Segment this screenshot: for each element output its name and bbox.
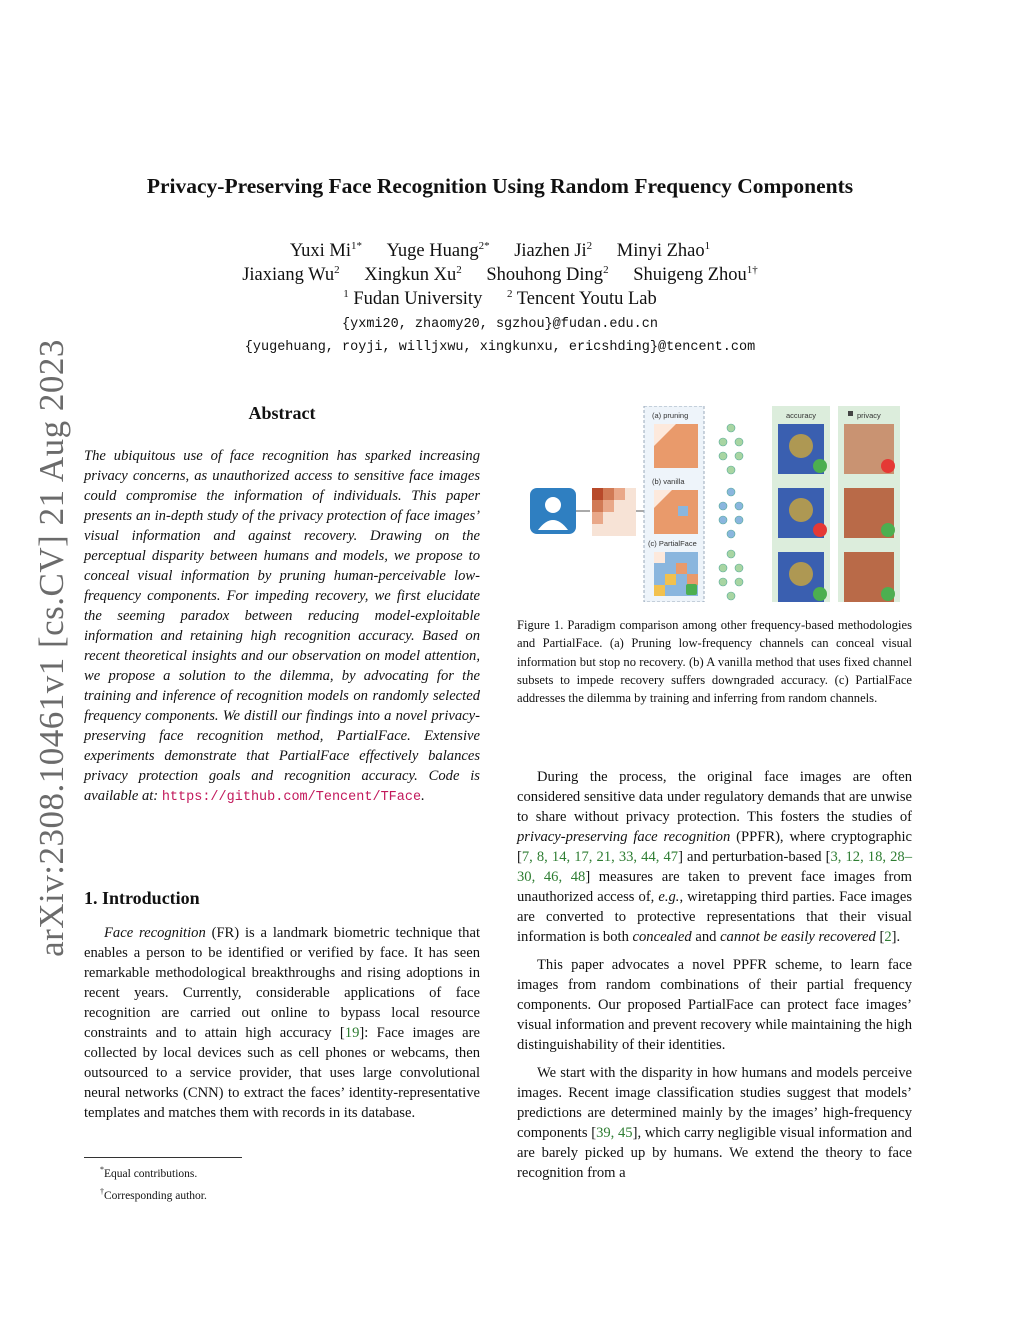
affiliation: $^2$ Tencent Youtu Lab <box>506 288 657 310</box>
label-vanilla: (b) vanilla <box>652 477 685 486</box>
footnote-corresponding: †Corresponding author. <box>100 1186 207 1202</box>
author: Jiaxiang Wu$^2$ <box>242 264 340 286</box>
email-line-2: {yugehuang, royji, willjxwu, xingkunxu, ericshding}@tencent.com <box>244 340 756 355</box>
pruning-matrix <box>654 424 698 468</box>
citation-link[interactable]: 7, 8, 14, 17, 21, 33, 44, 47 <box>521 849 679 865</box>
abstract-body: The ubiquitous use of face recognition has sparked increasing privacy concerns, as unauthorized access to sensitive face images could compromise the information of individuals. This paper presents an in-depth study of the privacy protection of face images’ visual information and against recovery. Drawing on the perceptual disparity between humans and models, we propose to conceal visual information by pruning human-perceivable low-frequency components. For impeding recovery, we first elucidate the seeming paradox between reducing model-exploitable information and retaining high recognition accuracy. Based on recent theoretical insights and our observation on model attention, we propose a solution to the dilemma, by advocating for the training and inference of recognition models on randomly selected frequency components. We distill our findings into a novel privacy-preserving face recognition method, PartialFace. Extensive experiments demonstrate that PartialFace effectively balances privacy protection goals and recognition accuracy. Code is available at: https://github.com/Tencent/TFace. <box>84 448 480 805</box>
cross-icon <box>813 523 827 537</box>
figure-1 <box>528 406 904 602</box>
lock-icon <box>848 411 853 416</box>
author: Jiazhen Ji$^2$ <box>514 240 593 262</box>
label-partialface: (c) PartialFace <box>648 539 697 548</box>
check-icon <box>881 523 895 537</box>
check-icon <box>813 459 827 473</box>
author: Xingkun Xu$^2$ <box>364 264 462 286</box>
partialface-matrix <box>654 552 698 596</box>
author: Minyi Zhao$^1$ <box>616 240 711 262</box>
intro-paragraph: Face recognition (FR) is a landmark biometric technique that enables a person to be identified or verified by face. It has seen remarkable methodological breakthroughs and rising adoptions in recent years. Currently, considerable applications of face recognition are carried out online to bypass local resource constraints and to attain high accuracy [19]: Face images are collected by local devices such as cell phones or webcams, then outsourced to a service provider, that uses large convolutional neural networks (CNN) to extract the faces’ identity-representative templates and matches them with records in its database. <box>84 925 481 1121</box>
dice-icon <box>686 584 697 595</box>
paragraph: During the process, the original face images are often considered sensitive data under regulatory demands that are unwise to share without privacy protection. This fosters the studies of privacy-preserving face recognition (PPFR), where cryptographic [7, 8, 14, 17, 21, 33, 44, 47] and perturbation-based [3, 12, 18, 28–30, 46, 48] measures are taken to prevent face images from unauthorized access of, e.g., wiretapping third parties. Face images are converted to protective representations that their visual information is both concealed and cannot be easily recovered [2]. <box>517 769 913 945</box>
user-icon <box>530 488 576 534</box>
paragraph: This paper advocates a novel PPFR scheme, to learn face images from random combinations of their partial frequency components. Our proposed PartialFace can protect face images’ visual information and prevent recovery while maintaining the high distinguishability of their identities. <box>517 957 912 1053</box>
cross-icon <box>881 459 895 473</box>
label-accuracy: accuracy <box>786 411 817 420</box>
check-icon <box>881 587 895 601</box>
figure-caption: Figure 1. Paradigm comparison among other frequency-based methodologies and PartialFace. (a) Pruning low-frequency channels can conceal visual information but stop no recovery. (b) A vanilla method that uses fixed channel subsets to impede recovery suffers downgraded accuracy. (c) PartialFace addresses the dilemma by training and inferring from random channels. <box>517 618 912 706</box>
author-line-2 <box>0 264 1000 286</box>
right-column-text <box>517 767 912 1183</box>
abstract-heading: Abstract <box>248 403 316 423</box>
vanilla-matrix <box>654 490 698 534</box>
author: Yuxi $Mi^{1*}$ <box>289 240 362 262</box>
author-line-1 <box>0 240 1000 262</box>
label-pruning: (a) pruning <box>652 411 689 420</box>
paragraph: We start with the disparity in how humans and models perceive images. Recent image classification studies suggest that models’ predictions are determined mainly by the images’ high-frequency components [39, 45], which carry negligible visual information and are barely picked up by humans. We extend the theory to face recognition from a <box>517 1065 912 1181</box>
code-link[interactable]: https://github.com/Tencent/TFace <box>161 790 422 805</box>
network-icons <box>719 424 743 600</box>
affiliations <box>0 288 1000 310</box>
label-privacy: privacy <box>857 411 881 420</box>
check-icon <box>813 587 827 601</box>
footnotes <box>100 1161 207 1205</box>
citation-link[interactable]: 39, 45 <box>596 1125 633 1141</box>
citation-link[interactable]: 2 <box>884 929 892 945</box>
citation-link[interactable]: 3, 12, 18, 28–30, 46, 48 <box>517 849 913 885</box>
footnote-divider <box>84 1157 242 1158</box>
intro-heading: 1. Introduction <box>84 888 200 908</box>
author: Shouhong Ding$^2$ <box>486 264 609 286</box>
frequency-channels-icon <box>592 488 636 536</box>
footnote-equal: *Equal contributions. <box>100 1165 198 1180</box>
affiliation: $^1$ Fudan University <box>343 288 483 310</box>
email-line-1: {yxmi20, zhaomy20, sgzhou}@fudan.edu.cn <box>342 317 658 332</box>
arxiv-stamp: arXiv:2308.10461v1 [cs.CV] 21 Aug 2023 <box>32 339 71 957</box>
citation-link[interactable]: 19 <box>344 1025 360 1041</box>
author: Shuigeng Zhou$^{1\dagger}$ <box>633 264 758 286</box>
paper-title: Privacy-Preserving Face Recognition Using Random Frequency Components <box>146 174 854 198</box>
author: Yuge Huang$^{2*}$ <box>386 240 490 262</box>
